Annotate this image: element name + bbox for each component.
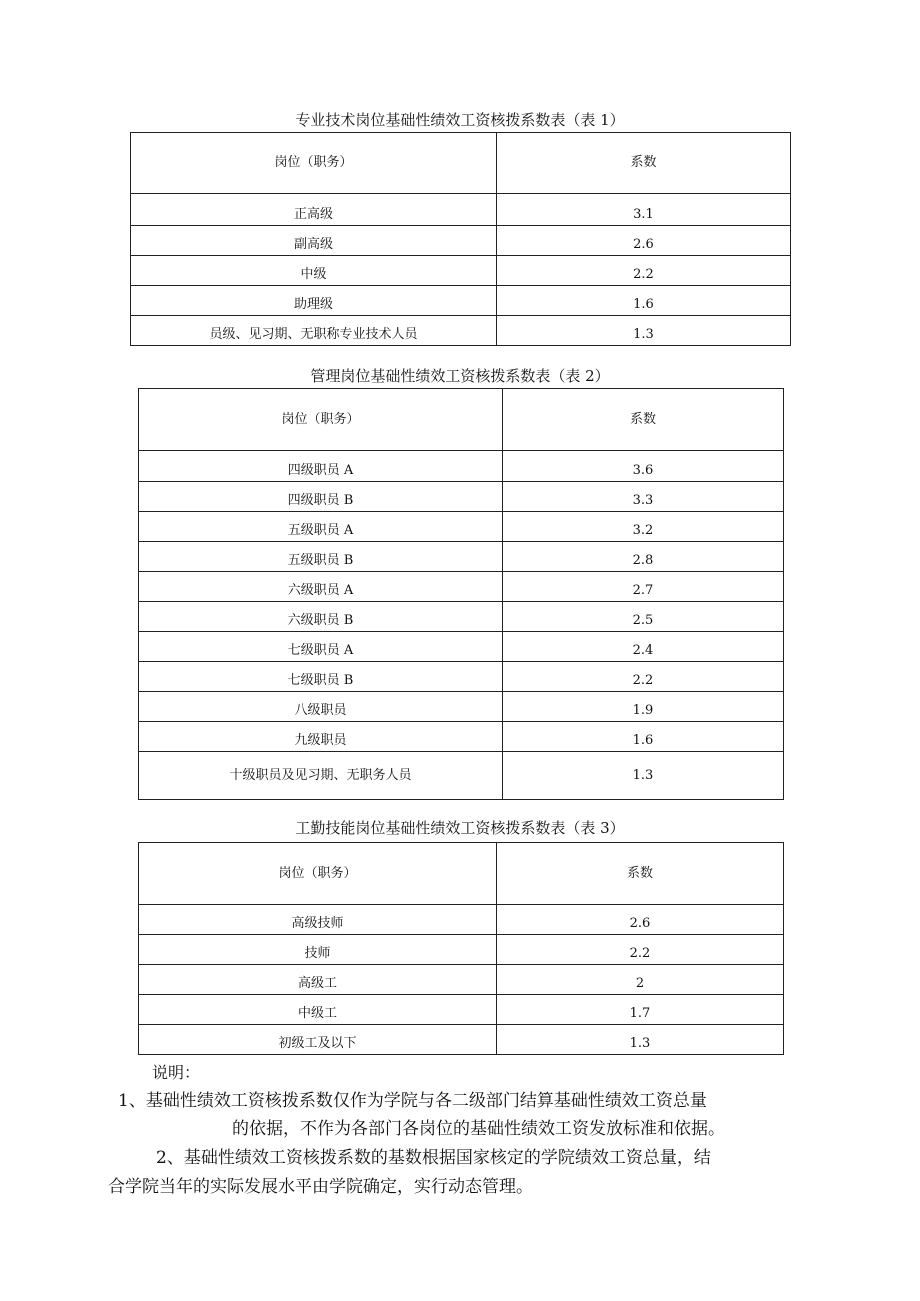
coefficient-cell: 2 (497, 965, 784, 995)
coefficient-cell: 2.5 (503, 602, 784, 632)
position-cell: 高级工 (139, 965, 497, 995)
coefficient-cell: 1.3 (497, 1025, 784, 1055)
coefficient-cell: 1.3 (503, 752, 784, 800)
coefficient-cell: 1.9 (503, 692, 784, 722)
table-row (139, 752, 784, 800)
coefficient-cell: 1.3 (497, 316, 791, 346)
position-cell: 五级职员 A (139, 512, 503, 542)
table3 (138, 842, 784, 1055)
table-row (139, 905, 784, 935)
header-coefficient: 系数 (503, 389, 784, 451)
coefficient-cell: 2.8 (503, 542, 784, 572)
table-row (139, 451, 784, 482)
note-item-2-continued: 合学院当年的实际发展水平由学院确定，实行动态管理。 (108, 1177, 533, 1197)
notes-title: 说明： (152, 1063, 201, 1082)
table-row (131, 286, 791, 316)
coefficient-cell: 1.6 (497, 286, 791, 316)
coefficient-cell: 2.6 (497, 226, 791, 256)
coefficient-cell: 2.2 (497, 935, 784, 965)
table1 (130, 132, 791, 346)
table1-caption: 专业技术岗位基础性绩效工资核拨系数表（表 1） (295, 111, 625, 129)
coefficient-cell: 2.2 (497, 256, 791, 286)
table-header-row (139, 843, 784, 905)
table-row (131, 226, 791, 256)
coefficient-cell: 3.2 (503, 512, 784, 542)
header-coefficient: 系数 (497, 133, 791, 194)
coefficient-cell: 2.2 (503, 662, 784, 692)
coefficient-cell: 3.1 (497, 194, 791, 226)
coefficient-cell: 2.4 (503, 632, 784, 662)
table-row (139, 662, 784, 692)
table2 (138, 388, 784, 800)
position-cell: 九级职员 (139, 722, 503, 752)
position-cell: 六级职员 B (139, 602, 503, 632)
position-cell: 正高级 (131, 194, 497, 226)
table-row (139, 602, 784, 632)
coefficient-cell: 1.7 (497, 995, 784, 1025)
position-cell: 七级职员 A (139, 632, 503, 662)
position-cell: 员级、见习期、无职称专业技术人员 (131, 316, 497, 346)
table-row (139, 1025, 784, 1055)
position-cell: 高级技师 (139, 905, 497, 935)
coefficient-cell: 2.6 (497, 905, 784, 935)
position-cell: 十级职员及见习期、无职务人员 (139, 752, 503, 800)
position-cell: 七级职员 B (139, 662, 503, 692)
coefficient-cell: 3.6 (503, 451, 784, 482)
note-item-2: 2、基础性绩效工资核拨系数的基数根据国家核定的学院绩效工资总量，结 (156, 1148, 711, 1168)
table-row (139, 935, 784, 965)
table-row (139, 632, 784, 662)
table2-caption: 管理岗位基础性绩效工资核拨系数表（表 2） (310, 367, 610, 385)
table-row (139, 722, 784, 752)
position-cell: 八级职员 (139, 692, 503, 722)
table-row (131, 316, 791, 346)
position-cell: 中级 (131, 256, 497, 286)
position-cell: 中级工 (139, 995, 497, 1025)
header-position: 岗位（职务） (131, 133, 497, 194)
coefficient-cell: 2.7 (503, 572, 784, 602)
note-item-1-continued: 的依据，不作为各部门各岗位的基础性绩效工资发放标准和依据。 (232, 1119, 725, 1139)
coefficient-cell: 3.3 (503, 482, 784, 512)
coefficient-cell: 1.6 (503, 722, 784, 752)
table-row (139, 995, 784, 1025)
table-row (139, 692, 784, 722)
note-item-1: 1、基础性绩效工资核拨系数仅作为学院与各二级部门结算基础性绩效工资总量 (118, 1091, 707, 1111)
position-cell: 技师 (139, 935, 497, 965)
header-position: 岗位（职务） (139, 389, 503, 451)
position-cell: 六级职员 A (139, 572, 503, 602)
position-cell: 初级工及以下 (139, 1025, 497, 1055)
table-header-row (131, 133, 791, 194)
header-position: 岗位（职务） (139, 843, 497, 905)
table-row (139, 965, 784, 995)
position-cell: 五级职员 B (139, 542, 503, 572)
position-cell: 副高级 (131, 226, 497, 256)
table-row (139, 512, 784, 542)
table-row (139, 482, 784, 512)
table-row (131, 194, 791, 226)
table-row (139, 542, 784, 572)
table-row (131, 256, 791, 286)
table-row (139, 572, 784, 602)
position-cell: 四级职员 B (139, 482, 503, 512)
position-cell: 四级职员 A (139, 451, 503, 482)
header-coefficient: 系数 (497, 843, 784, 905)
table-header-row (139, 389, 784, 451)
position-cell: 助理级 (131, 286, 497, 316)
table3-caption: 工勤技能岗位基础性绩效工资核拨系数表（表 3） (295, 819, 625, 837)
